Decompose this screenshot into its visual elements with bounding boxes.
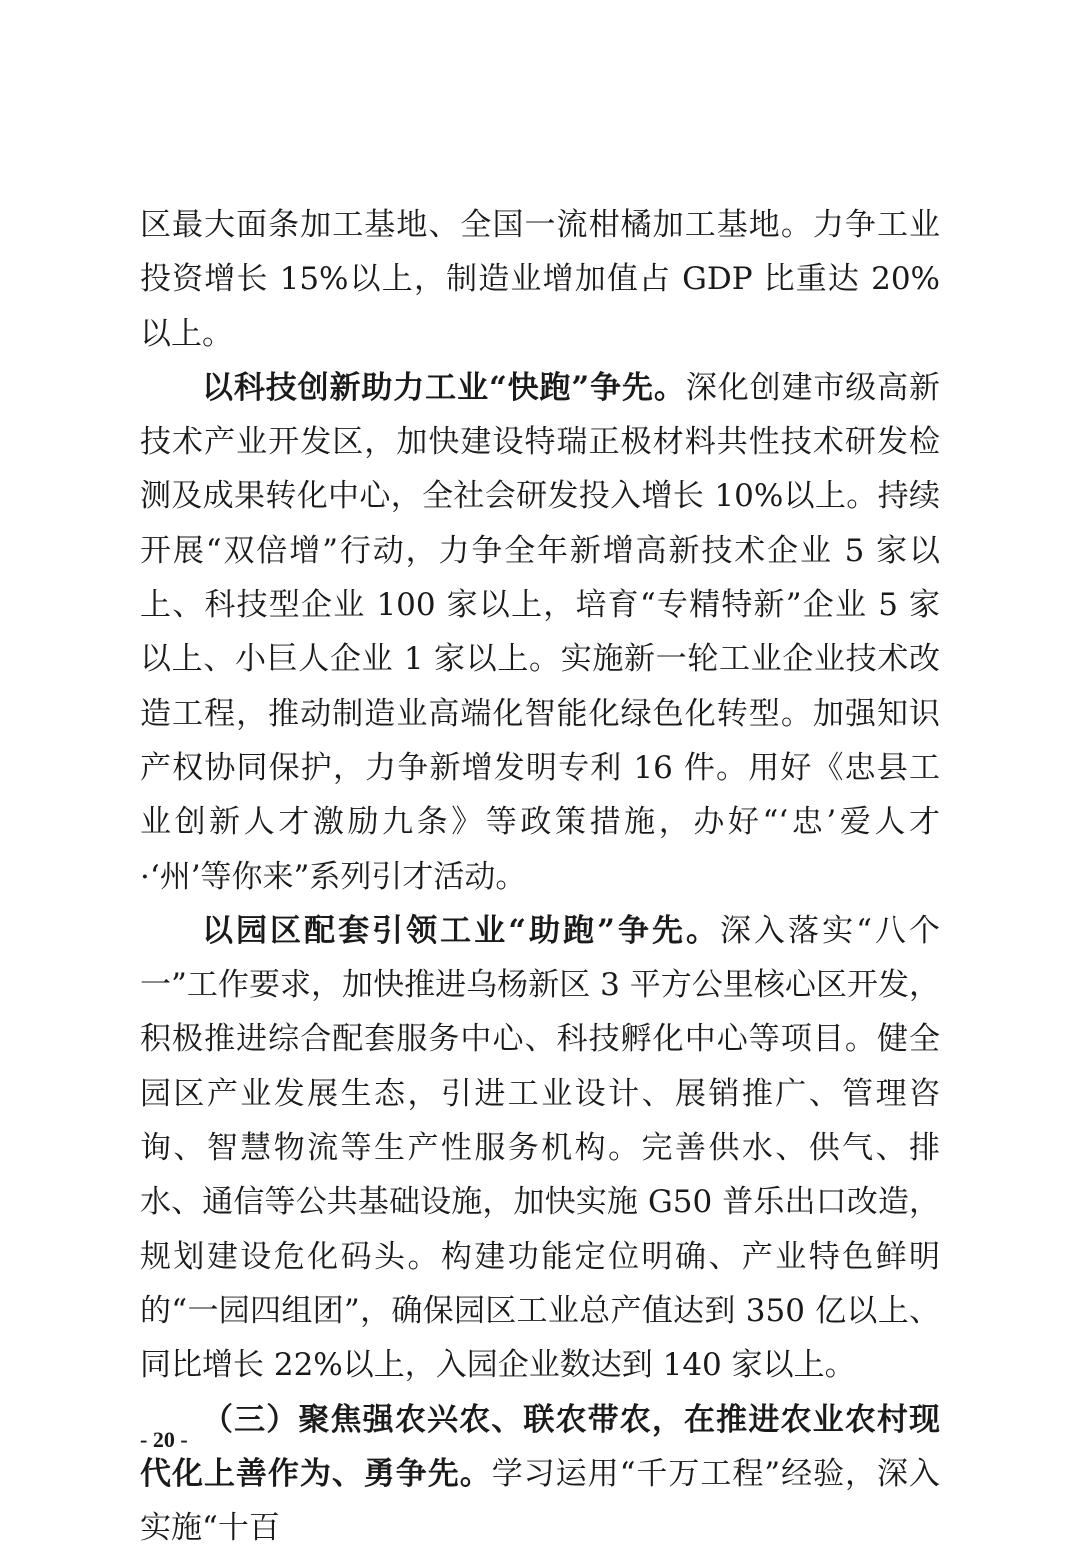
section-heading-agriculture (140, 1393, 940, 1555)
paragraph-continuation (140, 198, 940, 361)
body-text (140, 198, 940, 1555)
page-number: - 20 - (140, 1427, 188, 1452)
paragraph-text: 学习运用“千万工程”经验，深入实施“十百 (140, 1455, 941, 1547)
paragraph-text: 区最大面条加工基地、全国一流柑橘加工基地。力争工业投资增长 15%以上，制造业增加值占 GDP 比重达 20%以上。 (140, 207, 940, 352)
paragraph-text: 深化创建市级高新技术产业开发区，加快建设特瑞正极材料共性技术研发检测及成果转化中心，全社会研发投入增长 10%以上。持续开展“双倍增”行动，力争全年新增高新技术企业 5 家以上、科技型企业 100 家以上，培育“专精特新”企业 5 家以上、小巨人企业 1 家以上。实施新一轮工业企业技术改造工程，推动制造业高端化智能化绿色化转型。加强知识产权协同保护，力争新增发明专利 16 件。用好《忠县工业创新人才激励九条》等政策措施，办好“‘忠’爱人才·‘州’等你来”系列引才活动。 (140, 369, 940, 895)
paragraph-tech-innovation (140, 361, 940, 904)
paragraph-heading: 以园区配套引领工业“助跑”争先。 (202, 912, 721, 949)
paragraph-text: 深入落实“八个一”工作要求，加快推进乌杨新区 3 平方公里核心区开发，积极推进综合配套服务中心、科技孵化中心等项目。健全园区产业发展生态，引进工业设计、展销推广、管理咨询、智慧物流等生产性服务机构。完善供水、供气、排水、通信等公共基础设施，加快实施 G50 普乐出口改造，规划建设危化码头。构建功能定位明确、产业特色鲜明的“一园四组团”，确保园区工业总产值达到 350 亿以上、同比增长 22%以上，入园企业数达到 140 家以上。 (140, 912, 940, 1384)
section-heading: （三）聚焦强农兴农、联农带农，在推进农业农村现代化上善作为、勇争先。 (140, 1401, 940, 1492)
paragraph-park-support (140, 904, 940, 1393)
paragraph-heading: 以科技创新助力工业“快跑”争先。 (202, 369, 686, 406)
